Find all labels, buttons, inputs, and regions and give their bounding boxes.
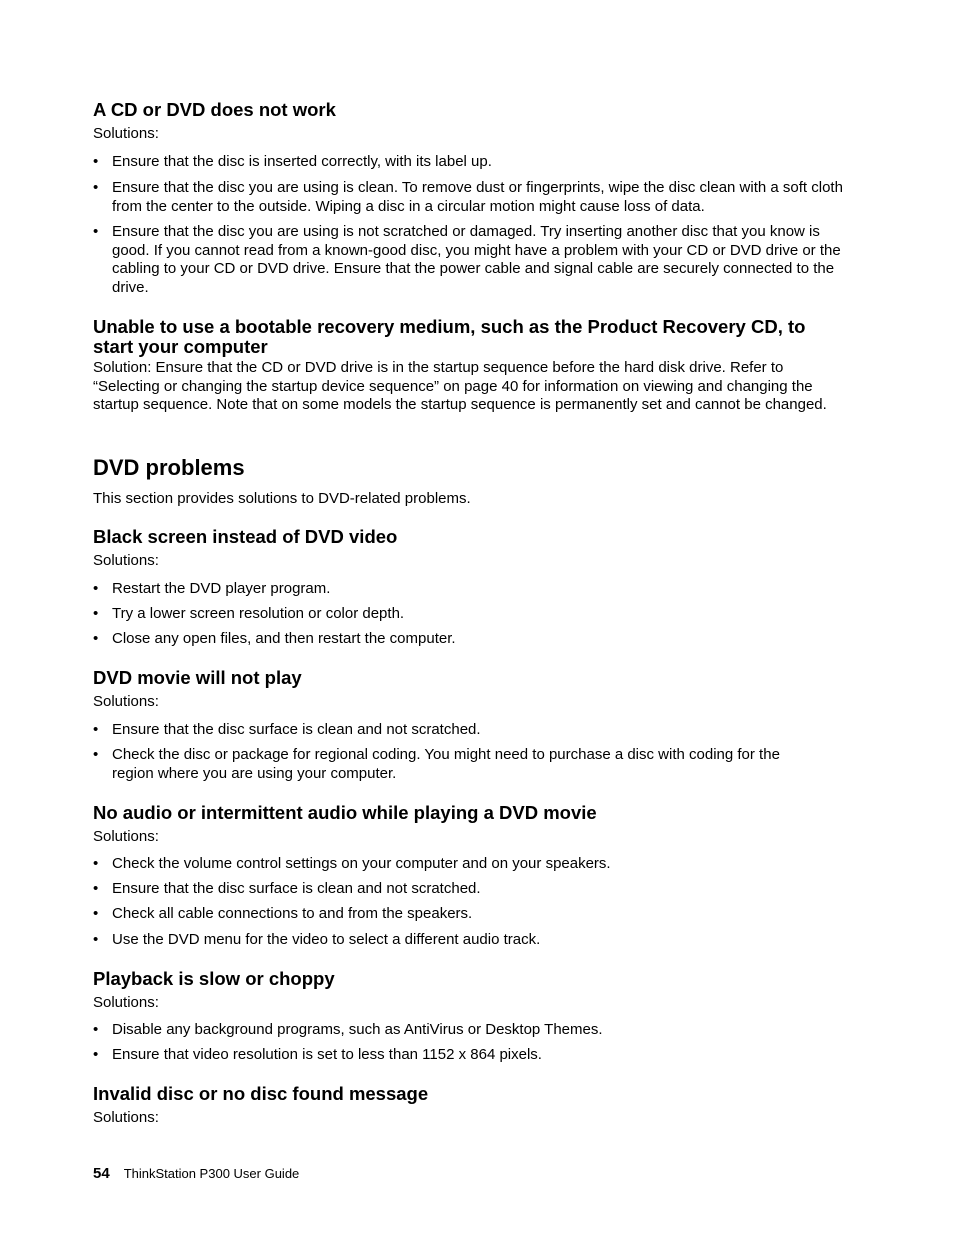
solutions-label: Solutions: [93,552,159,569]
bullet-list [93,880,845,899]
section-recovery [93,317,845,415]
bullet-icon: • [93,580,99,597]
list-item: • Restart the DVD player program. [93,580,331,597]
list-item: • Check the disc or package for regional coding. You might need to purchase a disc with coding for the region where you are using your computer. [93,746,780,782]
section-no-audio [93,803,845,847]
bullet-icon: • [93,1046,99,1063]
bullet-icon: • [93,721,99,738]
section-heading: No audio or intermittent audio while playing a DVD movie [93,802,597,823]
list-item: • Use the DVD menu for the video to select a different audio track. [93,931,541,948]
bullet-icon: • [93,931,99,948]
bullet-icon: • [93,746,99,763]
list-item: • Try a lower screen resolution or color depth. [93,605,405,622]
page-number: 54 [93,1165,110,1182]
bullet-icon: • [93,1021,99,1038]
list-item: • Ensure that the disc you are using is clean. To remove dust or fingerprints, wipe the disc clean with a soft cloth from the center to the outside. Wiping a disc in a circular motion might cause loss of data. [93,179,843,215]
bullet-list [93,721,845,740]
bullet-icon: • [93,153,99,170]
list-item: • Disable any background programs, such as AntiVirus or Desktop Themes. [93,1021,603,1038]
section-black-screen [93,527,845,571]
list-item: • Check all cable connections to and from the speakers. [93,905,473,922]
page-footer [93,1165,299,1183]
bullet-list [93,1046,845,1065]
solutions-label: Solutions: [93,125,159,142]
section-playback [93,969,845,1013]
section-movie-not-play [93,668,845,712]
section-invalid-disc [93,1084,845,1128]
list-item: • Ensure that video resolution is set to less than 1152 x 864 pixels. [93,1046,542,1063]
bullet-list [93,931,845,950]
bullet-icon: • [93,605,99,622]
bullet-icon: • [93,905,99,922]
solution-text: Solution: Ensure that the CD or DVD drive is in the startup sequence before the hard disk drive. Refer to “Selecting or changing the startup device sequence” on page 40 for information on viewing and changing the startup sequence. Note that on some models the startup sequence is permanently set and cannot be changed. [93,359,827,413]
document-title: ThinkStation P300 User Guide [123,1166,300,1181]
solutions-label: Solutions: [93,693,159,710]
bullet-list [93,605,845,624]
section-heading: Black screen instead of DVD video [93,526,398,547]
bullet-list [93,223,845,297]
chapter-heading: DVD problems [93,455,245,480]
solutions-label: Solutions: [93,828,159,845]
bullet-icon: • [93,855,99,872]
bullet-icon: • [93,630,99,647]
intro-text: This section provides solutions to DVD-related problems. [93,490,471,507]
list-item: • Ensure that the disc surface is clean and not scratched. [93,721,481,738]
list-item: • Close any open files, and then restart the computer. [93,630,456,647]
section-dvd-problems [93,455,845,509]
bullet-list [93,746,845,783]
section-heading: Unable to use a bootable recovery medium, such as the Product Recovery CD, to start your computer [93,316,806,357]
section-heading: Invalid disc or no disc found message [93,1083,429,1104]
bullet-list [93,179,845,216]
bullet-list [93,630,845,649]
section-heading: A CD or DVD does not work [93,99,336,120]
bullet-list [93,905,845,924]
bullet-list [93,855,845,874]
list-item: • Ensure that the disc is inserted correctly, with its label up. [93,153,492,170]
list-item: • Check the volume control settings on your computer and on your speakers. [93,855,611,872]
list-item: • Ensure that the disc surface is clean and not scratched. [93,880,481,897]
bullet-list [93,1021,845,1040]
list-item: • Ensure that the disc you are using is not scratched or damaged. Try inserting another disc that you know is good. If you cannot read from a known-good disc, you might have a problem with your CD or DVD drive or the cabling to your CD or DVD drive. Ensure that the power cable and signal cable are securely connected to the drive. [93,223,841,296]
bullet-icon: • [93,880,99,897]
bullet-list [93,580,845,599]
bullet-icon: • [93,179,99,196]
section-heading: DVD movie will not play [93,667,302,688]
bullet-list [93,153,845,172]
solutions-label: Solutions: [93,1109,159,1126]
solutions-label: Solutions: [93,994,159,1011]
section-heading: Playback is slow or choppy [93,968,335,989]
section-cd-dvd [93,100,845,144]
bullet-icon: • [93,223,99,240]
